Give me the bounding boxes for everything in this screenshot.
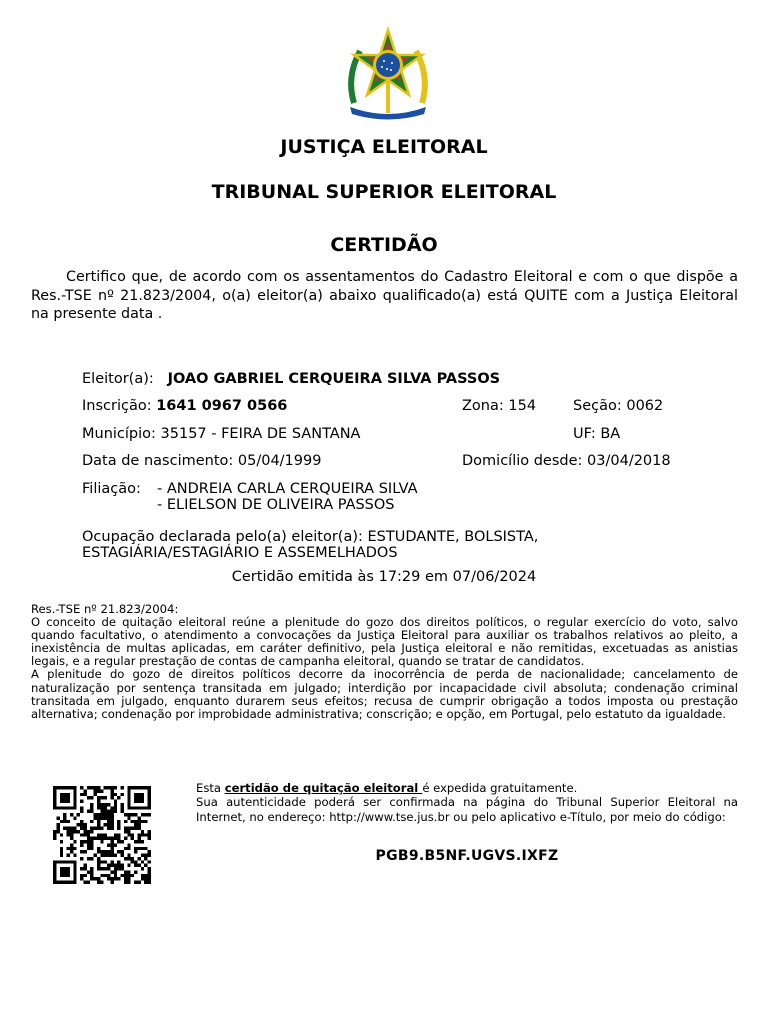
verification-text: Sua autenticidade poderá ser confirmada na página do Tribunal Superior Eleitoral na Internet, no endereço: http://www.tse.jus.br ou pelo aplicativo e-Título, por meio do código: xyxy=(196,795,738,824)
legal-title: Res.-TSE nº 21.823/2004: xyxy=(31,602,179,616)
header-tribunal: TRIBUNAL SUPERIOR ELEITORAL xyxy=(211,181,557,203)
verification-line-1 xyxy=(196,781,738,795)
birth-date-field: Data de nascimento: 05/04/1999 xyxy=(82,453,322,469)
municipio-field: Município: 35157 - FEIRA DE SANTANA xyxy=(82,426,361,442)
legal-text xyxy=(31,603,738,721)
verification-post: é expedida gratuitamente. xyxy=(422,781,578,795)
verification-pre: Esta xyxy=(196,781,225,795)
filiacao-mother: - ANDREIA CARLA CERQUEIRA SILVA xyxy=(157,481,418,497)
uf-field: UF: BA xyxy=(573,426,621,442)
voter-name: JOAO GABRIEL CERQUEIRA SILVA PASSOS xyxy=(167,371,501,387)
authentication-code: PGB9.B5NF.UGVS.IXFZ xyxy=(375,848,559,864)
domicilio-field: Domicílio desde: 03/04/2018 xyxy=(462,453,671,469)
filiacao-label: Filiação: xyxy=(82,481,141,497)
legal-paragraph-2: A plenitude do gozo de direitos políticos decorre da inocorrência de perda de nacionalidade; cancelamento de naturalização por sentença transitada em julgado; interdição por incapacidade civil absoluta; condenação criminal transitada em julgado, enquanto durarem seus efeitos; recusa de cumprir obrigação a todos imposta ou prestação alternativa; condenação por improbidade administrativa; conscrição; e opção, em Portugal, pelo estatuto da igualdade. xyxy=(31,667,738,721)
qr-code-icon xyxy=(50,786,154,884)
header-justica-eleitoral: JUSTIÇA ELEITORAL xyxy=(280,136,488,158)
legal-paragraph-1: O conceito de quitação eleitoral reúne a plenitude do gozo dos direitos políticos, o regular exercício do voto, salvo quando facultativo, o atendimento a convocações da Justiça Eleitoral para auxiliar os trabalhos relativos ao pleito, a inexistência de multas aplicadas, em caráter definitivo, pela Justiça eleitoral e não remitidas, excetuadas as anistias legais, e a regular prestação de contas de campanha eleitoral, quando se tratar de candidatos. xyxy=(31,615,738,669)
verification-info xyxy=(196,781,738,824)
voter-name-label: Eleitor(a): xyxy=(82,371,154,387)
inscricao-row xyxy=(82,398,287,414)
ocupacao-line-1: Ocupação declarada pelo(a) eleitor(a): ESTUDANTE, BOLSISTA, xyxy=(82,529,539,545)
header-certidao: CERTIDÃO xyxy=(330,234,438,256)
emission-timestamp: Certidão emitida às 17:29 em 07/06/2024 xyxy=(231,569,537,585)
intro-paragraph: Certifico que, de acordo com os assentamentos do Cadastro Eleitoral e com o que dispõe a Res.-TSE nº 21.823/2004, o(a) eleitor(a) abaixo qualificado(a) está QUITE com a Justiça Eleitoral na presente data . xyxy=(31,269,738,322)
ocupacao-line-2: ESTAGIÁRIA/ESTAGIÁRIO E ASSEMELHADOS xyxy=(82,545,398,561)
secao-field: Seção: 0062 xyxy=(573,398,664,414)
inscricao-value: 1641 0967 0566 xyxy=(156,398,288,414)
verification-highlight: certidão de quitação eleitoral xyxy=(224,781,423,795)
zona-field: Zona: 154 xyxy=(462,398,537,414)
inscricao-label: Inscrição: xyxy=(82,398,152,414)
brazil-coat-of-arms-icon xyxy=(340,25,436,120)
filiacao-father: - ELIELSON DE OLIVEIRA PASSOS xyxy=(157,497,395,513)
voter-name-row xyxy=(82,371,500,387)
